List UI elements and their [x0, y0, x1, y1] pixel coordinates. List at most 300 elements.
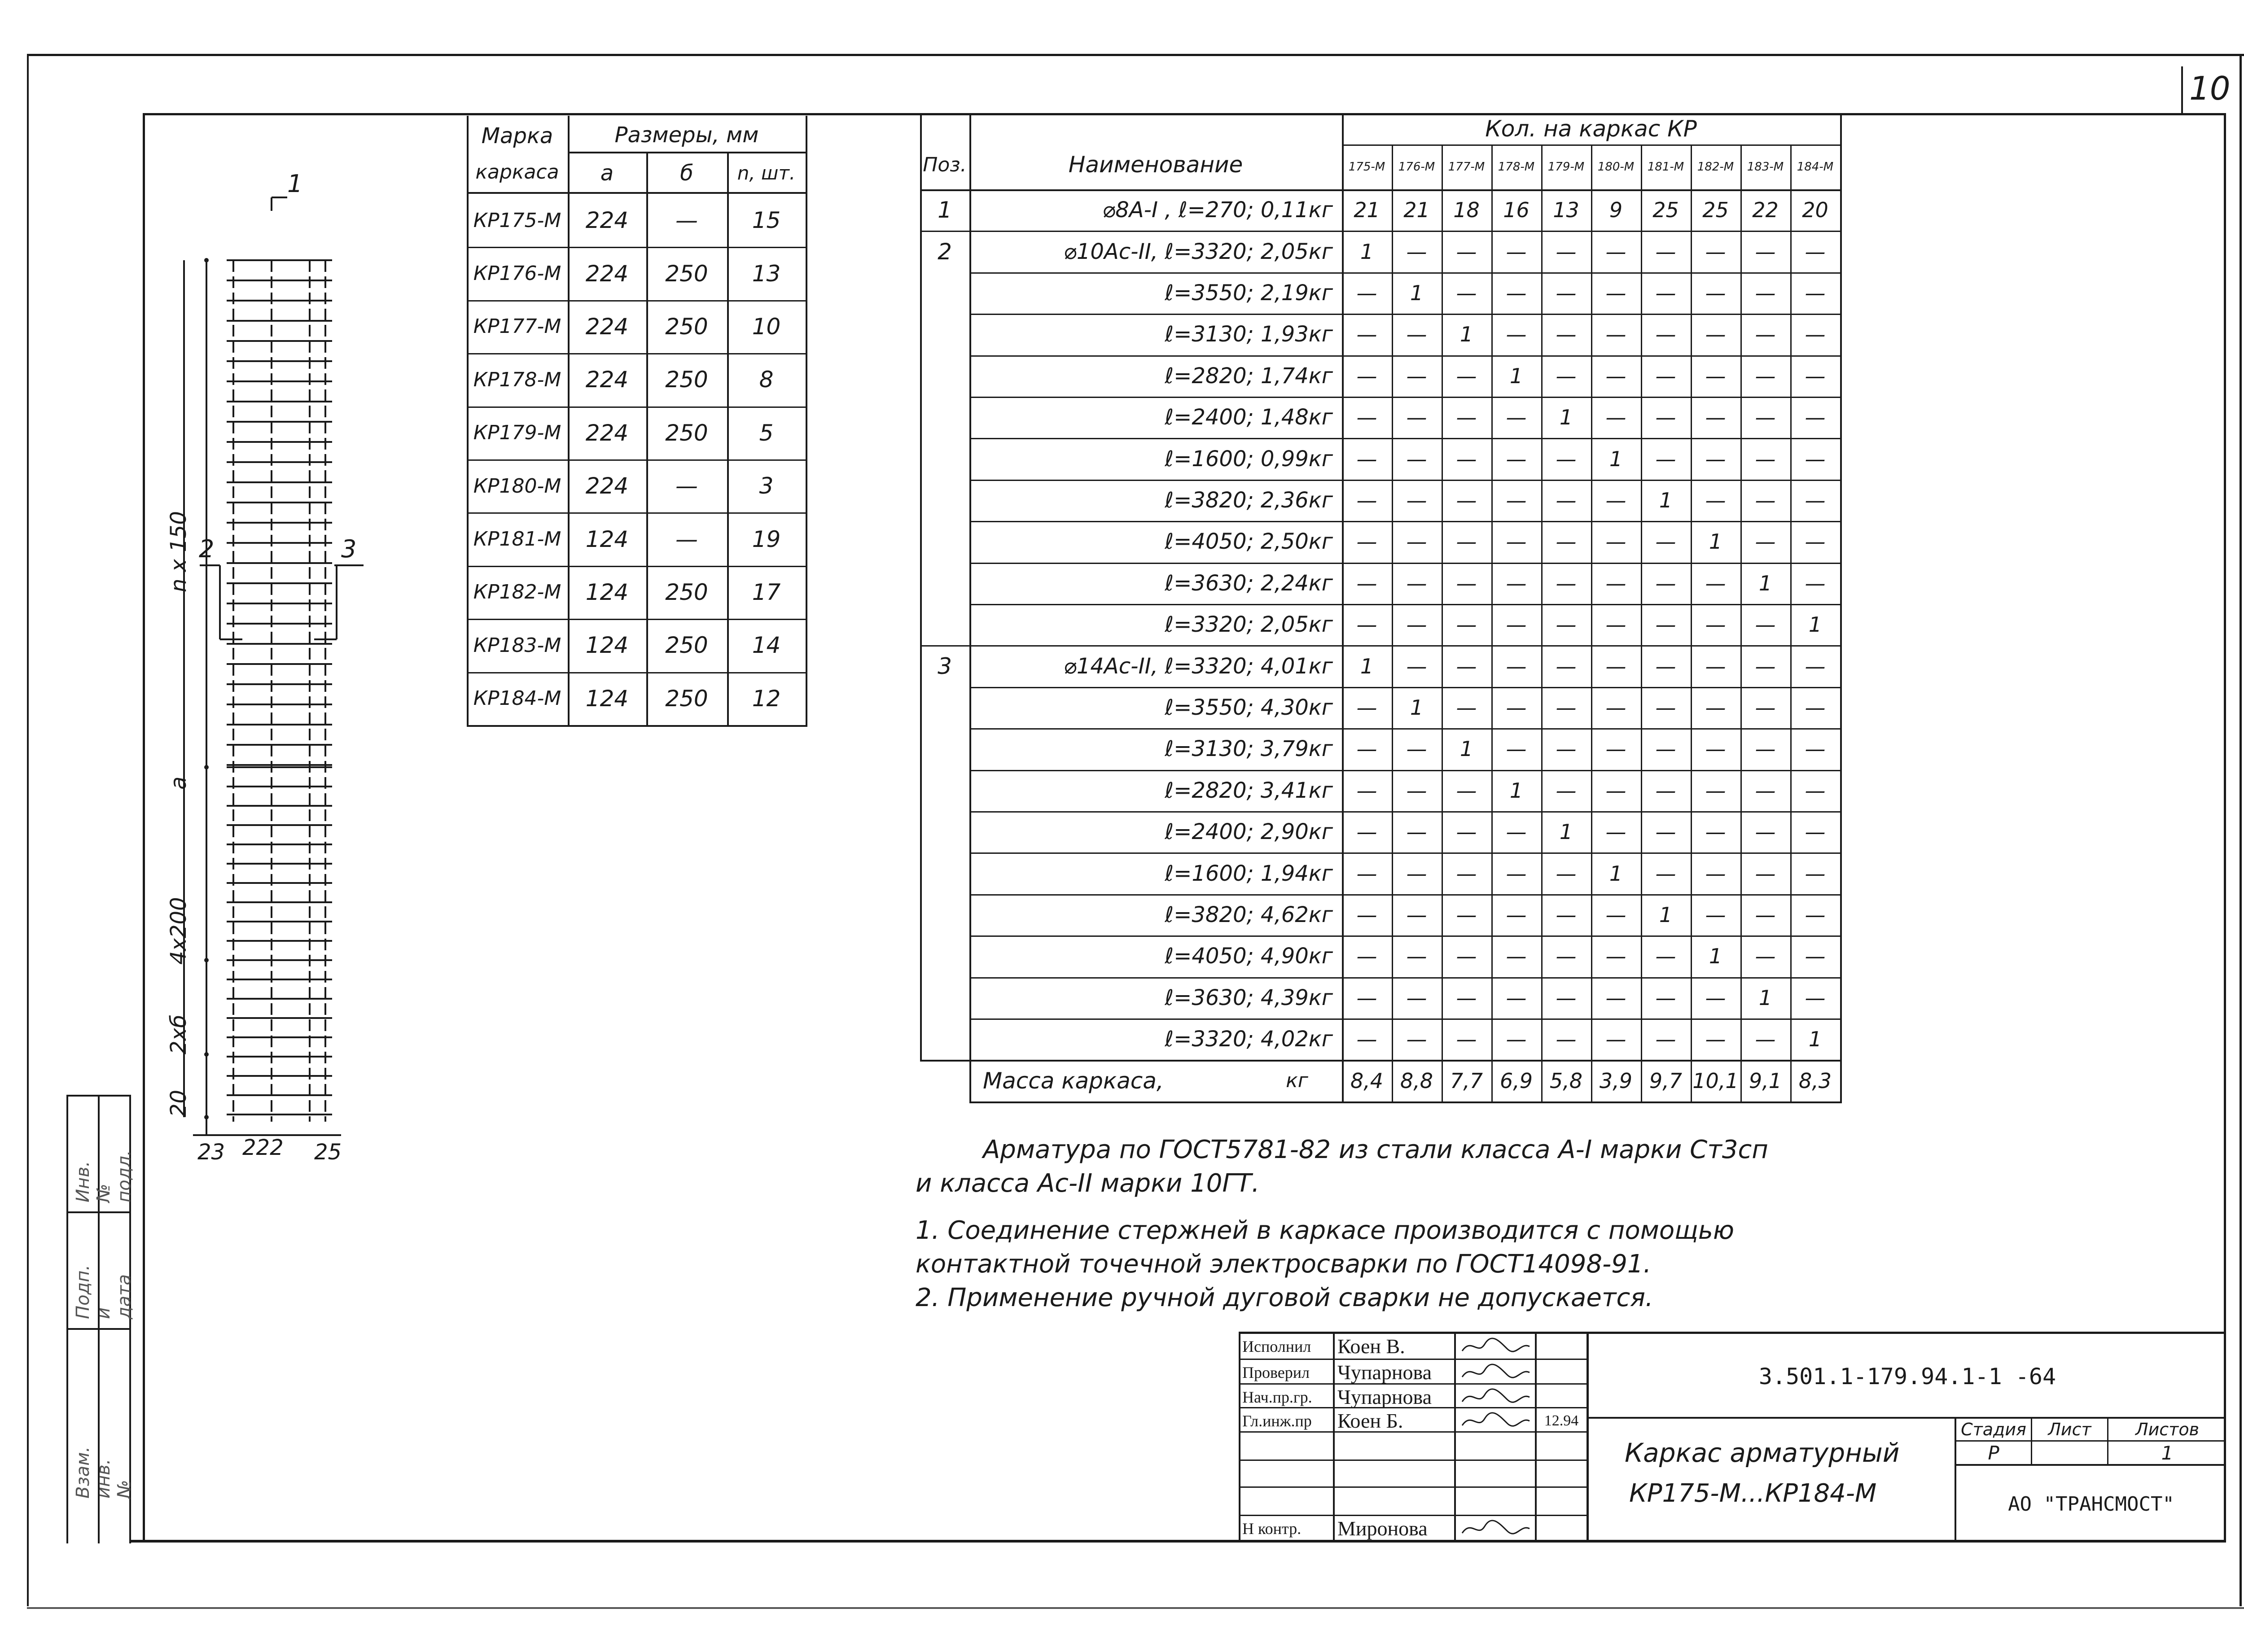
count-n-cell: 12 — [752, 685, 781, 712]
qty-cell: — — [1406, 529, 1427, 554]
spec-table — [920, 113, 1845, 1125]
qty-cell: — — [1456, 405, 1477, 430]
qty-cell: — — [1755, 778, 1776, 803]
stage-label: Стадия — [1961, 1420, 2026, 1439]
qty-cell: — — [1705, 405, 1726, 430]
item-name-cell: ℓ=3550; 4,30кг — [1165, 695, 1333, 720]
item-name-cell: ℓ=1600; 1,94кг — [1165, 861, 1333, 886]
qty-cell: — — [1406, 612, 1427, 637]
qty-cell: 9 — [1609, 198, 1623, 223]
qty-cell: — — [1805, 571, 1826, 595]
qty-cell: — — [1755, 405, 1776, 430]
qty-cell: — — [1456, 985, 1477, 1010]
qty-cell: — — [1805, 985, 1826, 1010]
qty-cell: — — [1356, 488, 1377, 512]
qty-column-header: 177-М — [1448, 160, 1485, 174]
mark-cell: КР183-М — [473, 634, 561, 657]
stamp-name: Коен В. — [1337, 1335, 1405, 1358]
qty-cell: — — [1506, 322, 1527, 347]
item-name-cell: ℓ=3320; 4,02кг — [1165, 1027, 1333, 1052]
stamp-role: Проверил — [1242, 1363, 1310, 1381]
qty-cell: — — [1506, 902, 1527, 927]
qty-cell: — — [1506, 944, 1527, 969]
mark-cell: КР180-М — [473, 474, 561, 498]
qty-cell: — — [1456, 820, 1477, 844]
qty-cell: 21 — [1354, 198, 1380, 223]
qty-cell: — — [1506, 405, 1527, 430]
size-b-cell: 250 — [665, 632, 708, 659]
qty-cell: — — [1705, 778, 1726, 803]
qty-cell: — — [1605, 944, 1626, 969]
item-name-cell: ℓ=2820; 3,41кг — [1165, 778, 1333, 803]
qty-cell: — — [1805, 488, 1826, 512]
qty-cell: — — [1556, 529, 1577, 554]
qty-cell: 1 — [1360, 654, 1374, 678]
qty-cell: 1 — [1758, 571, 1772, 595]
qty-cell: — — [1556, 654, 1577, 678]
qty-cell: — — [1456, 612, 1477, 637]
qty-cell: — — [1705, 612, 1726, 637]
qty-cell: 1 — [1709, 529, 1722, 554]
qty-cell: — — [1605, 902, 1626, 927]
count-n-cell: 17 — [752, 579, 781, 605]
qty-cell: — — [1506, 446, 1527, 471]
position-cell: 1 — [938, 197, 952, 223]
qty-cell: — — [1705, 695, 1726, 720]
qty-cell: 1 — [1609, 446, 1623, 471]
qty-cell: — — [1406, 488, 1427, 512]
qty-cell: — — [1406, 654, 1427, 678]
qty-cell: 1 — [1459, 737, 1473, 761]
qty-cell: — — [1655, 737, 1676, 761]
count-n-cell: 8 — [759, 367, 774, 393]
item-name-cell: ℓ=3550; 2,19кг — [1165, 280, 1333, 306]
item-name-cell: ℓ=2400; 1,48кг — [1165, 405, 1333, 430]
note-line-1: Арматура по ГОСТ5781-82 из стали класса А-I марки Ст3сп — [983, 1135, 1768, 1164]
size-b-cell: — — [675, 473, 698, 499]
qty-cell: — — [1805, 363, 1826, 388]
qty-cell: — — [1705, 280, 1726, 305]
section-label-2: 2 — [199, 535, 215, 563]
qty-cell: — — [1605, 1027, 1626, 1052]
item-name-cell: ℓ=3630; 2,24кг — [1165, 570, 1333, 596]
qty-cell: — — [1406, 322, 1427, 347]
size-a-cell: 224 — [585, 420, 629, 446]
qty-cell: — — [1755, 1027, 1776, 1052]
grid-line — [1840, 113, 1842, 1101]
mark-cell: КР184-М — [473, 687, 561, 710]
qty-cell: — — [1406, 1027, 1427, 1052]
size-a-cell: 224 — [585, 260, 629, 287]
qty-cell: 1 — [1410, 280, 1424, 305]
qty-cell: 1 — [1709, 944, 1722, 969]
dim-222: 222 — [242, 1135, 284, 1160]
qty-cell: — — [1356, 985, 1377, 1010]
item-name-cell: ℓ=1600; 0,99кг — [1165, 446, 1333, 472]
qty-cell: — — [1556, 737, 1577, 761]
header-name: Наименование — [1068, 152, 1243, 178]
item-name-cell: ℓ=3820; 2,36кг — [1165, 487, 1333, 513]
qty-cell: — — [1356, 405, 1377, 430]
size-b-cell: 250 — [665, 685, 708, 712]
qty-cell: — — [1356, 363, 1377, 388]
qty-cell: — — [1456, 571, 1477, 595]
qty-column-header: 181-М — [1647, 160, 1684, 174]
mark-cell: КР182-М — [473, 581, 561, 604]
qty-cell: — — [1705, 363, 1726, 388]
item-name-cell: ℓ=4050; 4,90кг — [1165, 944, 1333, 969]
qty-cell: 1 — [1459, 322, 1473, 347]
qty-cell: — — [1356, 612, 1377, 637]
qty-cell: — — [1506, 737, 1527, 761]
qty-cell: — — [1755, 488, 1776, 512]
dim-23: 23 — [197, 1140, 225, 1165]
qty-cell: — — [1655, 280, 1676, 305]
qty-cell: — — [1406, 861, 1427, 886]
count-n-cell: 15 — [752, 207, 781, 234]
qty-cell: — — [1705, 446, 1726, 471]
qty-column-header: 176-М — [1398, 160, 1435, 174]
qty-cell: — — [1705, 820, 1726, 844]
qty-cell: — — [1406, 239, 1427, 264]
qty-cell: 1 — [1758, 985, 1772, 1010]
size-a-cell: 124 — [585, 632, 629, 659]
qty-cell: — — [1506, 280, 1527, 305]
qty-cell: 13 — [1553, 198, 1579, 223]
qty-cell: — — [1556, 861, 1577, 886]
stamp-role: Н контр. — [1242, 1519, 1302, 1538]
stamp-role: Нач.пр.гр. — [1242, 1388, 1312, 1406]
qty-cell: — — [1655, 405, 1676, 430]
dim-n150: n x 150 — [166, 511, 191, 592]
qty-cell: — — [1456, 902, 1477, 927]
qty-cell: — — [1705, 861, 1726, 886]
qty-cell: — — [1755, 529, 1776, 554]
qty-cell: — — [1406, 820, 1427, 844]
size-b-cell: 250 — [665, 367, 708, 393]
qty-cell: — — [1705, 322, 1726, 347]
qty-cell: — — [1556, 985, 1577, 1010]
section-label-3: 3 — [341, 535, 357, 563]
stamp-name: Чупарнова — [1337, 1361, 1432, 1384]
header-a: а — [600, 160, 614, 186]
qty-column-header: 182-М — [1697, 160, 1734, 174]
side-stamp-sign: Подп. и дата — [73, 1264, 135, 1319]
qty-cell: — — [1605, 239, 1626, 264]
qty-cell: — — [1605, 695, 1626, 720]
mass-unit: кг — [1286, 1069, 1308, 1093]
qty-cell: — — [1655, 695, 1676, 720]
item-name-cell: ℓ=4050; 2,50кг — [1165, 529, 1333, 555]
item-name-cell: ⌀14Ас-II, ℓ=3320; 4,01кг — [1063, 653, 1333, 679]
qty-cell: — — [1605, 654, 1626, 678]
qty-cell: — — [1805, 695, 1826, 720]
qty-cell: — — [1456, 239, 1477, 264]
qty-cell: 20 — [1802, 198, 1828, 223]
qty-cell: — — [1506, 488, 1527, 512]
qty-cell: — — [1506, 654, 1527, 678]
qty-cell: — — [1406, 363, 1427, 388]
qty-cell: — — [1556, 363, 1577, 388]
qty-cell: — — [1805, 902, 1826, 927]
qty-cell: — — [1556, 778, 1577, 803]
header-pos: Поз. — [923, 153, 967, 176]
qty-cell: — — [1655, 446, 1676, 471]
size-a-cell: 224 — [585, 313, 629, 340]
qty-cell: 25 — [1652, 198, 1679, 223]
qty-cell: — — [1655, 778, 1676, 803]
qty-cell: — — [1556, 695, 1577, 720]
qty-cell: 1 — [1609, 861, 1623, 886]
qty-cell: — — [1506, 1027, 1527, 1052]
qty-cell: — — [1556, 944, 1577, 969]
size-b-cell: 250 — [665, 579, 708, 605]
size-b-cell: 250 — [665, 313, 708, 340]
qty-cell: — — [1406, 985, 1427, 1010]
qty-cell: 25 — [1702, 198, 1729, 223]
side-stamp-replace: Взам. инв. № — [73, 1446, 135, 1499]
count-n-cell: 10 — [752, 313, 781, 340]
qty-cell: 1 — [1808, 1027, 1822, 1052]
size-a-cell: 124 — [585, 579, 629, 605]
qty-cell: 1 — [1659, 902, 1673, 927]
qty-cell: — — [1655, 363, 1676, 388]
qty-cell: — — [1805, 820, 1826, 844]
size-b-cell: — — [675, 207, 698, 234]
qty-cell: — — [1506, 820, 1527, 844]
qty-cell: — — [1655, 1027, 1676, 1052]
size-a-cell: 124 — [585, 526, 629, 552]
qty-column-header: 184-М — [1797, 160, 1834, 174]
qty-column-header: 183-М — [1747, 160, 1784, 174]
stamp-role: Гл.инж.пр — [1242, 1412, 1312, 1430]
note-line-3: 1. Соединение стержней в каркасе производится с помощью — [916, 1216, 1735, 1245]
qty-cell: — — [1655, 322, 1676, 347]
qty-cell: — — [1755, 446, 1776, 471]
qty-cell: — — [1356, 1027, 1377, 1052]
title-line-2: КР175-М...КР184-М — [1629, 1478, 1877, 1508]
size-a-cell: 224 — [585, 207, 629, 234]
qty-cell: 1 — [1410, 695, 1424, 720]
item-name-cell: ℓ=3130; 3,79кг — [1165, 736, 1333, 762]
note-line-4: контактной точечной электросварки по ГОСТ14098-91. — [916, 1250, 1652, 1279]
qty-cell: — — [1556, 1027, 1577, 1052]
side-stamp — [66, 1095, 134, 1543]
qty-cell: — — [1556, 280, 1577, 305]
qty-cell: — — [1755, 861, 1776, 886]
mass-cell: 10,1 — [1692, 1068, 1739, 1093]
signature-mark — [1458, 1517, 1534, 1540]
qty-cell: — — [1805, 861, 1826, 886]
qty-cell: — — [1356, 944, 1377, 969]
qty-cell: — — [1755, 820, 1776, 844]
qty-column-header: 175-М — [1348, 160, 1385, 174]
qty-cell: — — [1556, 322, 1577, 347]
qty-cell: — — [1605, 488, 1626, 512]
qty-cell: — — [1605, 820, 1626, 844]
dim-25: 25 — [314, 1140, 342, 1165]
qty-cell: — — [1556, 902, 1577, 927]
sheet-number: 10 — [2189, 70, 2231, 107]
item-name-cell: ℓ=2400; 2,90кг — [1165, 819, 1333, 845]
qty-cell: — — [1655, 529, 1676, 554]
header-qty: Кол. на каркас КР — [1485, 116, 1697, 142]
stamp-date: 12.94 — [1544, 1412, 1579, 1429]
mark-cell: КР176-М — [473, 262, 561, 285]
qty-cell: — — [1506, 571, 1527, 595]
qty-cell: — — [1805, 529, 1826, 554]
qty-cell: — — [1356, 695, 1377, 720]
mass-cell: 8,8 — [1400, 1068, 1433, 1093]
size-b-cell: — — [675, 526, 698, 552]
qty-cell: — — [1755, 902, 1776, 927]
stamp-name: Миронова — [1337, 1517, 1428, 1540]
dim-a: а — [166, 776, 191, 790]
qty-cell: — — [1755, 654, 1776, 678]
qty-cell: — — [1506, 529, 1527, 554]
mark-cell: КР177-М — [473, 315, 561, 338]
qty-cell: 21 — [1403, 198, 1430, 223]
qty-cell: — — [1506, 612, 1527, 637]
qty-cell: — — [1605, 612, 1626, 637]
size-b-cell: 250 — [665, 420, 708, 446]
qty-cell: — — [1556, 571, 1577, 595]
item-name-cell: ℓ=2820; 1,74кг — [1165, 363, 1333, 389]
item-name-cell: ℓ=3820; 4,62кг — [1165, 902, 1333, 927]
header-b: б — [680, 160, 693, 186]
signature-mark — [1458, 1410, 1534, 1432]
count-n-cell: 14 — [752, 632, 781, 659]
company: АО "ТРАНСМОСТ" — [2008, 1493, 2174, 1516]
stamp-role: Исполнил — [1242, 1337, 1311, 1355]
count-n-cell: 5 — [759, 420, 774, 446]
qty-cell: 16 — [1503, 198, 1530, 223]
qty-cell: — — [1456, 695, 1477, 720]
qty-cell: — — [1605, 322, 1626, 347]
qty-cell: 1 — [1360, 239, 1374, 264]
size-a-cell: 224 — [585, 367, 629, 393]
qty-cell: — — [1556, 488, 1577, 512]
qty-cell: — — [1655, 944, 1676, 969]
grid-line — [969, 113, 971, 1101]
qty-cell: — — [1805, 280, 1826, 305]
qty-cell: — — [1705, 571, 1726, 595]
qty-cell: 1 — [1808, 612, 1822, 637]
header-mark-1: Марка — [481, 123, 553, 149]
mass-cell: 9,1 — [1749, 1068, 1782, 1093]
qty-cell: — — [1456, 446, 1477, 471]
qty-cell: — — [1655, 985, 1676, 1010]
position-cell: 2 — [938, 238, 952, 265]
stamp-name: Коен Б. — [1337, 1409, 1403, 1432]
qty-cell: — — [1456, 654, 1477, 678]
stamp-name: Чупарнова — [1337, 1385, 1432, 1408]
qty-cell: — — [1356, 571, 1377, 595]
mass-cell: 7,7 — [1450, 1068, 1483, 1093]
qty-cell: — — [1705, 737, 1726, 761]
qty-cell: — — [1456, 488, 1477, 512]
signature-mark — [1458, 1386, 1534, 1408]
doc-code: 3.501.1-179.94.1-1 -64 — [1758, 1364, 2056, 1390]
qty-cell: — — [1605, 405, 1626, 430]
qty-cell: — — [1605, 529, 1626, 554]
qty-cell: — — [1655, 239, 1676, 264]
qty-cell: — — [1605, 985, 1626, 1010]
note-line-2: и класса Ас-II марки 10ГТ. — [916, 1169, 1260, 1198]
qty-cell: — — [1556, 239, 1577, 264]
mass-label: Масса каркаса, — [983, 1067, 1164, 1094]
qty-cell: — — [1705, 902, 1726, 927]
marks-table — [467, 116, 817, 727]
qty-cell: — — [1356, 902, 1377, 927]
mark-cell: КР181-М — [473, 528, 561, 551]
qty-cell: — — [1705, 654, 1726, 678]
qty-cell: — — [1506, 985, 1527, 1010]
title-block — [1239, 1332, 2226, 1543]
header-n: n, шт. — [737, 162, 796, 184]
qty-cell: — — [1655, 654, 1676, 678]
qty-cell: — — [1605, 778, 1626, 803]
item-name-cell: ⌀8А-I , ℓ=270; 0,11кг — [1102, 197, 1333, 223]
qty-cell: — — [1556, 612, 1577, 637]
qty-cell: — — [1755, 737, 1776, 761]
qty-cell: — — [1456, 944, 1477, 969]
title-line-1: Каркас арматурный — [1625, 1438, 1900, 1468]
size-b-cell: 250 — [665, 260, 708, 287]
qty-cell: — — [1356, 861, 1377, 886]
note-line-5: 2. Применение ручной дуговой сварки не допускается. — [916, 1283, 1653, 1312]
qty-column-header: 179-М — [1547, 160, 1585, 174]
qty-cell: — — [1605, 737, 1626, 761]
qty-cell: — — [1805, 944, 1826, 969]
qty-cell: 1 — [1659, 488, 1673, 512]
qty-cell: — — [1406, 405, 1427, 430]
qty-cell: — — [1605, 280, 1626, 305]
qty-cell: — — [1456, 1027, 1477, 1052]
grid-line — [969, 1101, 1842, 1103]
item-name-cell: ℓ=3320; 2,05кг — [1165, 612, 1333, 638]
count-n-cell: 3 — [759, 473, 774, 499]
cage-drawing — [153, 170, 404, 1184]
mass-cell: 8,4 — [1350, 1068, 1384, 1093]
mark-cell: КР175-М — [473, 209, 561, 232]
qty-cell: — — [1356, 280, 1377, 305]
qty-cell: — — [1356, 446, 1377, 471]
qty-cell: — — [1805, 737, 1826, 761]
side-stamp-inv: Инв. № подл. — [73, 1150, 135, 1202]
sheets-label: Листов — [2135, 1420, 2199, 1439]
qty-cell: — — [1456, 280, 1477, 305]
count-n-cell: 13 — [752, 260, 781, 287]
qty-cell: — — [1605, 571, 1626, 595]
qty-cell: — — [1805, 322, 1826, 347]
qty-cell: 22 — [1752, 198, 1779, 223]
mass-cell: 5,8 — [1549, 1068, 1583, 1093]
qty-cell: — — [1506, 239, 1527, 264]
qty-cell: — — [1456, 529, 1477, 554]
signature-mark — [1458, 1361, 1534, 1384]
qty-cell: — — [1655, 820, 1676, 844]
qty-cell: — — [1406, 571, 1427, 595]
mark-cell: КР179-М — [473, 421, 561, 445]
qty-cell: — — [1755, 944, 1776, 969]
qty-cell: 1 — [1559, 405, 1573, 430]
qty-cell: — — [1705, 985, 1726, 1010]
qty-cell: — — [1406, 778, 1427, 803]
qty-cell: — — [1356, 820, 1377, 844]
qty-cell: — — [1705, 239, 1726, 264]
qty-cell: — — [1705, 1027, 1726, 1052]
